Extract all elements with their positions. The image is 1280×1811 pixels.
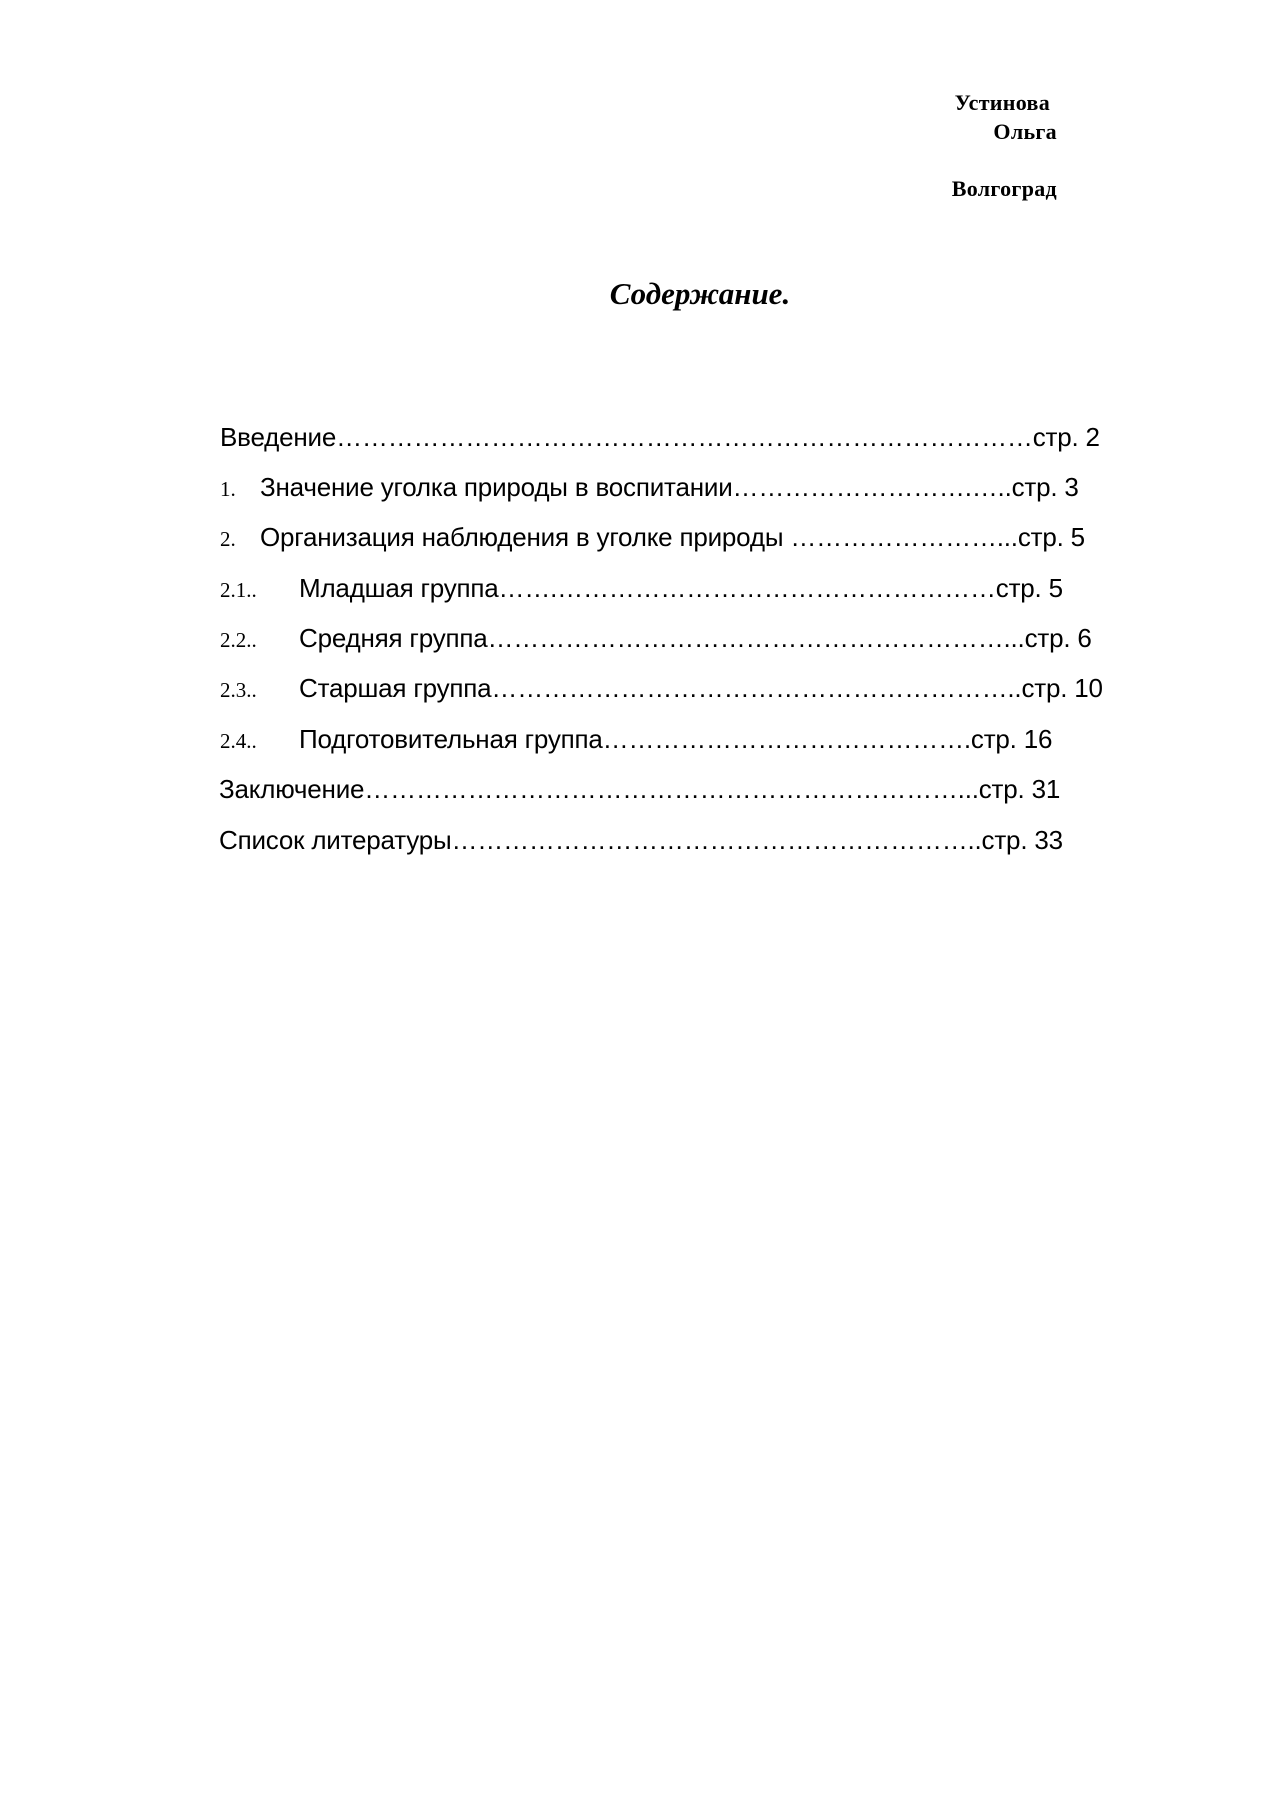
toc-entry-text: Младшая группа…….……………………………………………стр. 5 <box>299 573 1063 603</box>
toc-entry-text: Подготовительная группа…………………………………….стр. 16 <box>299 724 1053 754</box>
author-surname: Устинова <box>954 90 1050 115</box>
toc-entry-1 <box>220 469 1190 505</box>
toc-entry-text: Заключение……………………………………………………………...стр. 31 <box>219 774 1061 804</box>
toc-title: Содержание. <box>609 276 791 311</box>
toc-entry-2-1 <box>220 570 1190 606</box>
toc-entry-text: Введение………………………………………………………………………стр. 2 <box>220 422 1100 452</box>
toc-entry-text: Значение уголка природы в воспитании……………………….…..стр. 3 <box>260 472 1079 502</box>
toc-entry-2-4 <box>220 721 1190 757</box>
toc-entry-number: 2.3.. <box>220 678 257 702</box>
table-of-contents <box>0 0 1280 900</box>
toc-entry-number: 2.4.. <box>220 729 257 753</box>
toc-entry-introduction <box>220 419 1190 455</box>
toc-entry-number: 2.2.. <box>220 628 257 652</box>
toc-entry-2-2 <box>220 620 1190 656</box>
toc-entry-conclusion <box>219 771 1189 807</box>
toc-entry-2 <box>220 519 1190 555</box>
toc-entry-2-3 <box>220 670 1190 706</box>
toc-entry-number: 2. <box>220 527 236 551</box>
toc-entry-number: 2.1.. <box>220 578 257 602</box>
author-name: Ольга <box>993 119 1057 144</box>
toc-entry-number: 1. <box>220 477 236 501</box>
toc-entry-text: Старшая группа……………………………………………………..стр. 10 <box>299 673 1103 703</box>
toc-entry-references <box>219 822 1189 858</box>
toc-entry-text: Список литературы……………………………………………………..стр. 33 <box>219 825 1063 855</box>
author-city: Волгоград <box>951 176 1057 201</box>
toc-entry-text: Организация наблюдения в уголке природы ……………………...стр. 5 <box>260 522 1085 552</box>
toc-entry-text: Средняя группа……………………………………………………...стр. 6 <box>299 623 1092 653</box>
